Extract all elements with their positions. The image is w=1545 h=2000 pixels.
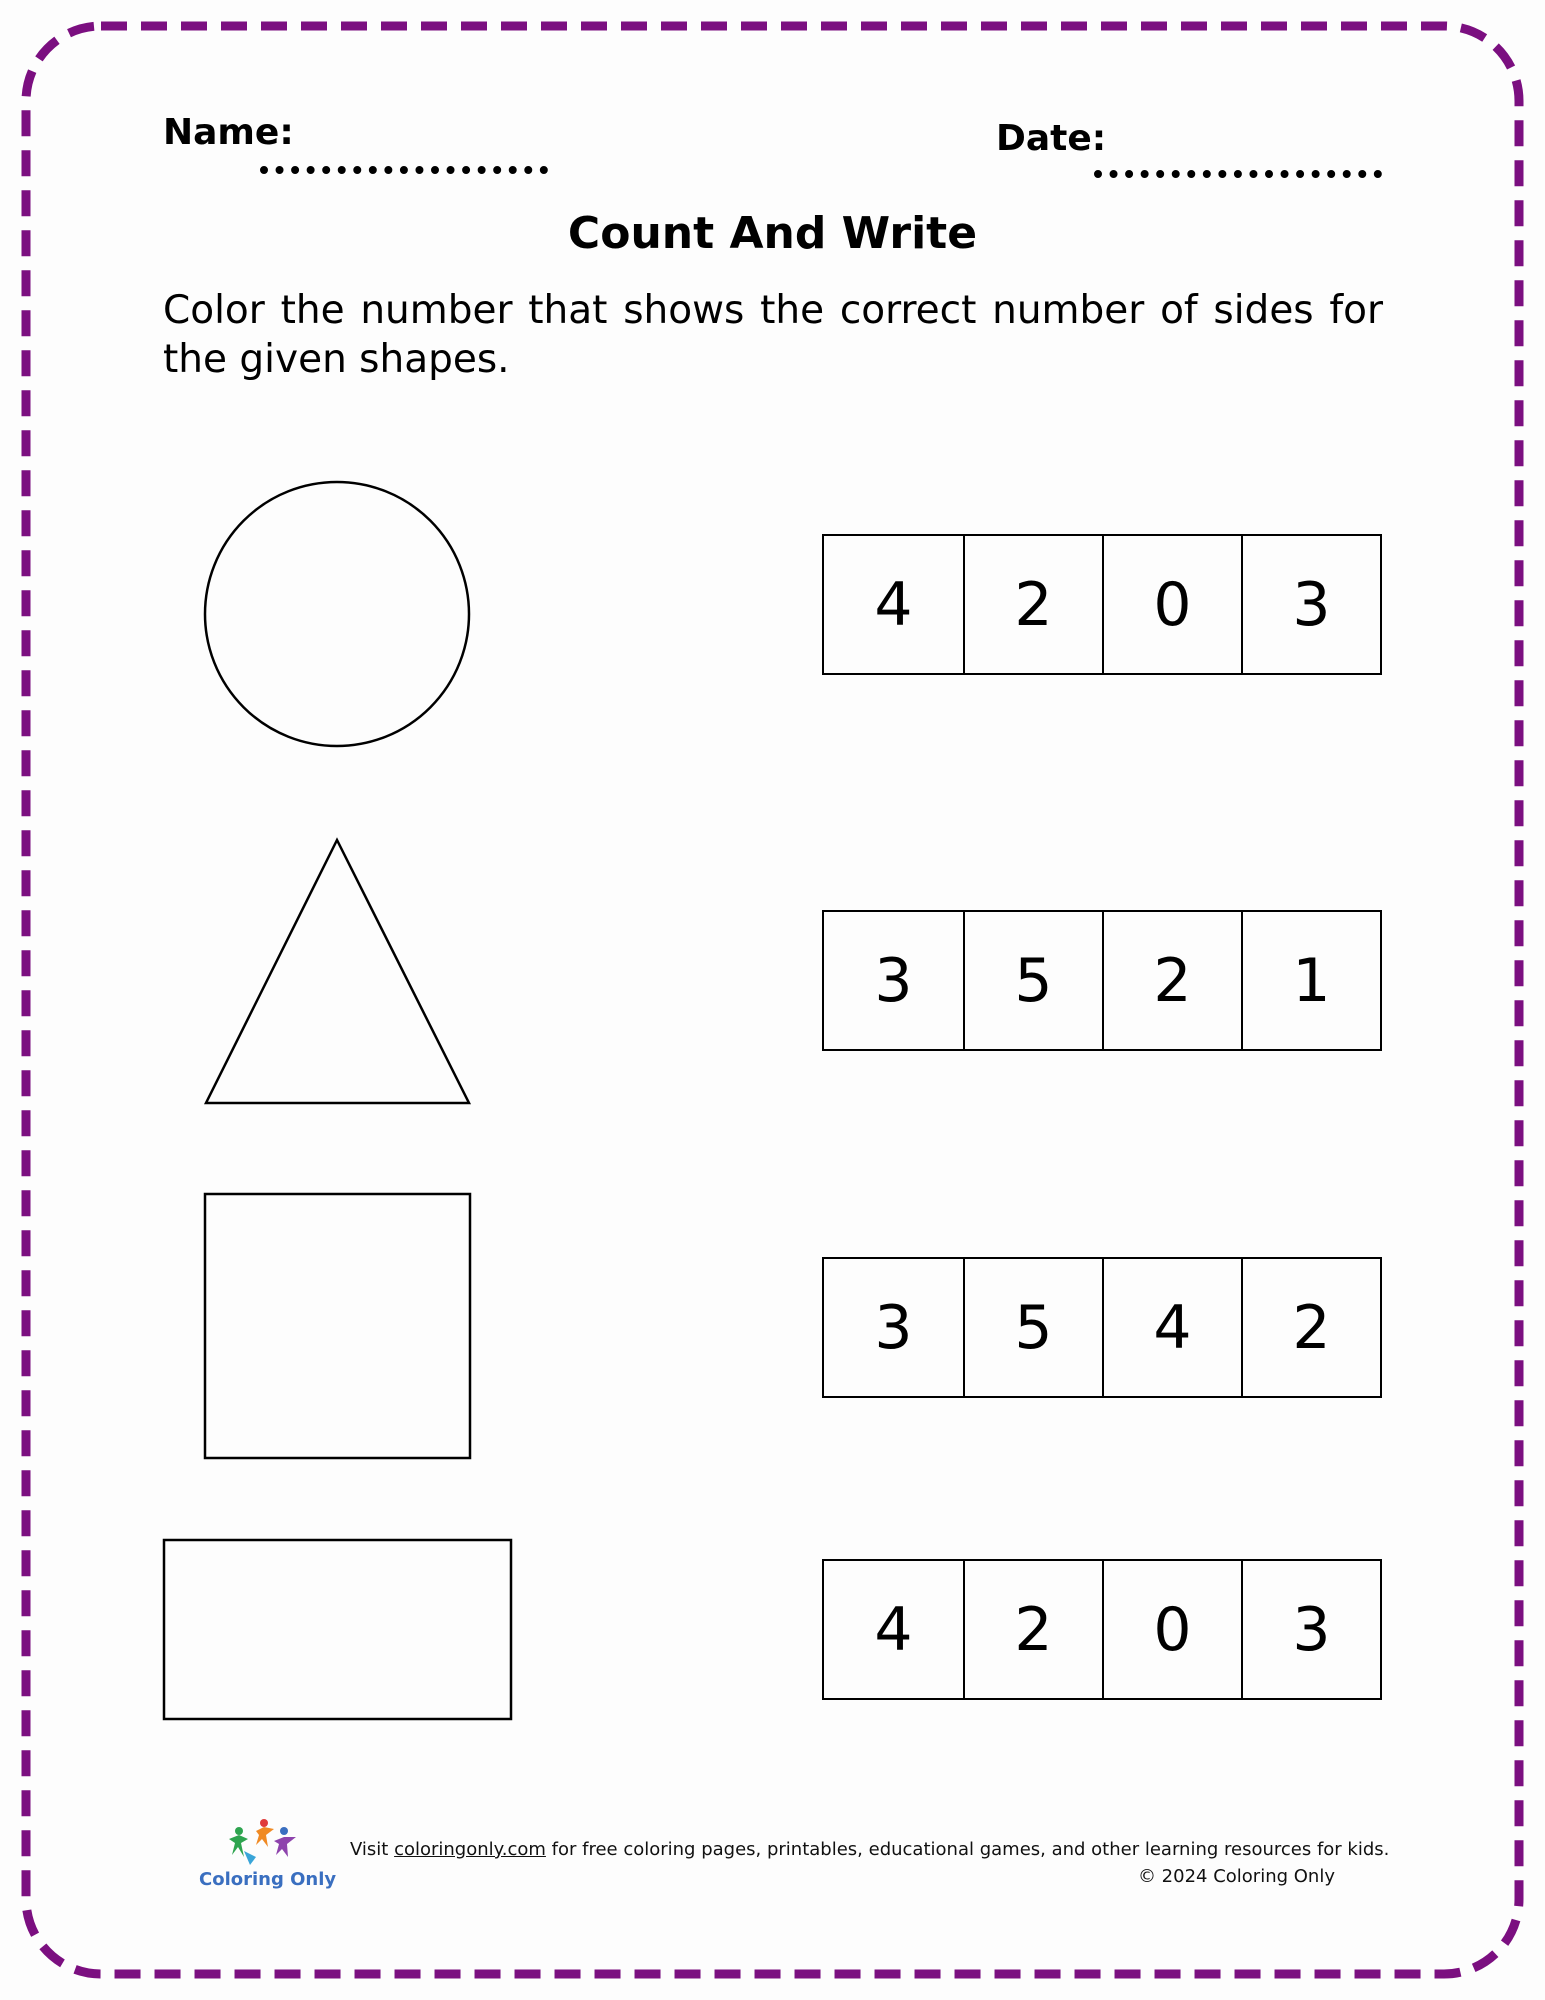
footer-visit-prefix: Visit	[350, 1839, 395, 1860]
answer-option[interactable]: 2	[963, 1561, 1102, 1698]
answer-row-rectangle	[822, 1559, 1382, 1700]
footer-visit-line	[350, 1836, 1390, 1863]
triangle-shape	[206, 840, 469, 1103]
name-label: Name:	[163, 112, 294, 153]
rectangle-shape	[164, 1540, 511, 1719]
answer-option[interactable]: 4	[1102, 1259, 1241, 1396]
answer-option[interactable]: 4	[874, 1594, 913, 1665]
answer-option[interactable]: 0	[1102, 536, 1241, 673]
footer-logo[interactable]	[196, 1815, 337, 1895]
answer-option[interactable]: 3	[1241, 536, 1380, 673]
logo-figures-icon	[196, 1815, 326, 1870]
worksheet-title: Count And Write	[567, 208, 978, 259]
answer-option[interactable]: 1	[1241, 912, 1380, 1049]
square-shape	[205, 1194, 470, 1458]
answer-option[interactable]: 2	[963, 536, 1102, 673]
footer-note	[350, 1836, 1390, 1890]
site-link[interactable]: coloringonly.com	[394, 1839, 546, 1860]
footer-visit-rest: for free coloring pages, printables, educational games, and other learning resources for kids.	[545, 1839, 1390, 1860]
answer-row-circle	[822, 534, 1382, 675]
answer-row-triangle	[822, 910, 1382, 1051]
logo-text: Coloring Only	[199, 1869, 337, 1890]
answer-option[interactable]: 4	[874, 569, 913, 640]
answer-option[interactable]: 3	[874, 945, 913, 1016]
answer-row-square	[822, 1257, 1382, 1398]
copyright: © 2024 Coloring Only	[1137, 1866, 1335, 1887]
answer-option[interactable]: 5	[963, 912, 1102, 1049]
circle-shape	[205, 482, 469, 746]
instructions: Color the number that shows the correct number of sides for the given shapes.	[163, 288, 1383, 382]
answer-option[interactable]: 5	[963, 1259, 1102, 1396]
date-label: Date:	[996, 118, 1107, 159]
answer-option[interactable]: 3	[874, 1292, 913, 1363]
answer-option[interactable]: 0	[1102, 1561, 1241, 1698]
answer-option[interactable]: 2	[1241, 1259, 1380, 1396]
answer-option[interactable]: 3	[1241, 1561, 1380, 1698]
answer-option[interactable]: 2	[1102, 912, 1241, 1049]
